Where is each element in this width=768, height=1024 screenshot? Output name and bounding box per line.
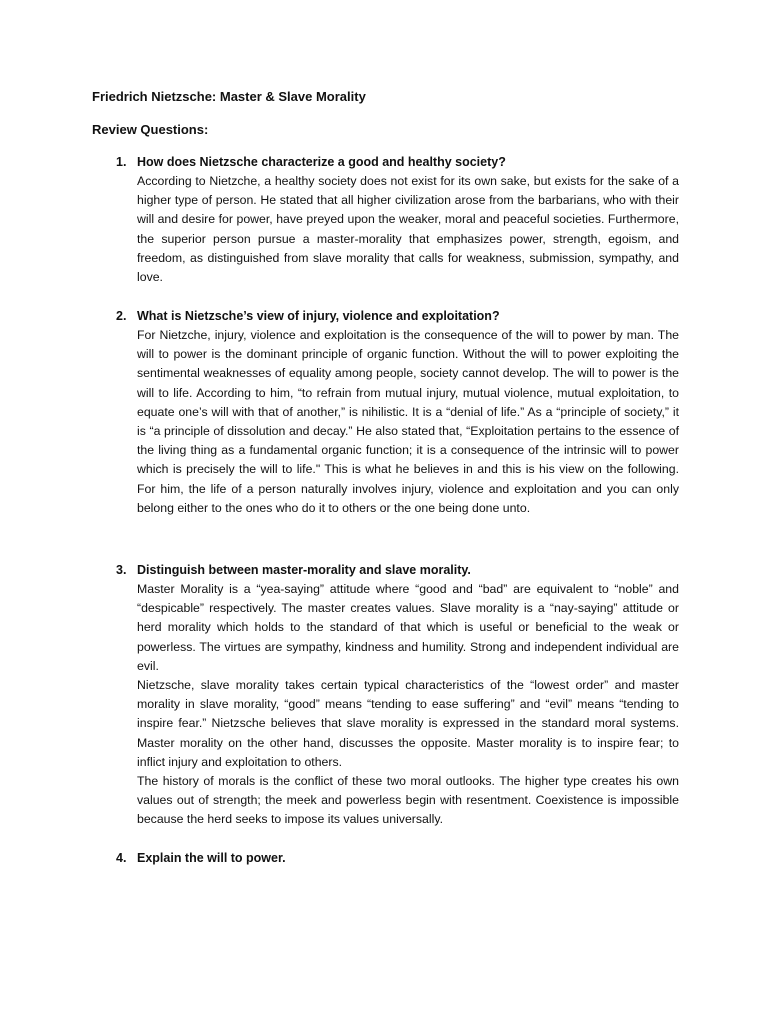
question-number: 3. [116,563,127,577]
question-number: 4. [116,851,127,865]
question-text: What is Nietzsche’s view of injury, violence and exploitation? [137,309,500,323]
answer-paragraph: Nietzsche, slave morality takes certain typical characteristics of the “lowest order” and master morality in slave morality, “good” means “tending to ease suffering” and “evil” means “tending to inspire fear.” Nietzsche believes that slave morality is expressed in the standard moral systems. Master morality on the other hand, discusses the opposite. Master morality is to inspire fear; to inflict injury and exploitation to others. [137,678,679,769]
review-questions-heading: Review Questions: [92,122,209,137]
question-text: Explain the will to power. [137,851,286,865]
question-number: 1. [116,155,127,169]
answer-1 [137,172,679,287]
question-text: Distinguish between master-morality and slave morality. [137,563,471,577]
question-text: How does Nietzsche characterize a good and healthy society? [137,155,506,169]
answer-paragraph: The history of morals is the conflict of these two moral outlooks. The higher type creates his own values out of strength; the meek and powerless begin with resentment. Coexistence is impossible because the herd seeks to impose its values universally. [137,774,679,827]
answer-3 [137,580,679,830]
answer-2 [137,326,679,518]
document-title: Friedrich Nietzsche: Master & Slave Morality [92,89,366,104]
answer-paragraph: For Nietzche, injury, violence and exploitation is the consequence of the will to power by man. The will to power is the dominant principle of organic function. Without the will to power exploiting the sentimental weaknesses of equality among people, society cannot develop. The will to power is the will to life. According to him, “to refrain from mutual injury, mutual violence, mutual exploitation, to equate one’s will with that of another,” is nihilistic. It is a “denial of life.” As a “principle of society,” it is “a principle of dissolution and decay.” He also stated that, “Exploitation pertains to the essence of the living thing as a fundamental organic function; it is a consequence of the intrinsic will to power which is precisely the will to life." This is what he believes in and this is his view on the following. For him, the life of a person naturally involves injury, violence and exploitation and you can only belong either to the ones who do it to others or the one being done unto. [137,328,679,515]
answer-paragraph: Master Morality is a “yea-saying” attitude where “good and “bad” are equivalent to “noble” and “despicable” respectively. The master creates values. Slave morality is a “nay-saying” attitude or herd morality which holds to the standard of that which is useful or beneficial to the weak or powerless. The virtues are sympathy, kindness and humility. Strong and independent individual are evil. [137,582,679,673]
answer-paragraph: According to Nietzche, a healthy society does not exist for its own sake, but exists for the sake of a higher type of person. He stated that all higher civilization arose from the barbarians, who with their will and desire for power, have preyed upon the weaker, moral and peaceful societies. Furthermore, the superior person pursue a master-morality that emphasizes power, strength, egoism, and freedom, as distinguished from slave morality that calls for weakness, submission, sympathy, and love. [137,174,679,285]
question-number: 2. [116,309,127,323]
